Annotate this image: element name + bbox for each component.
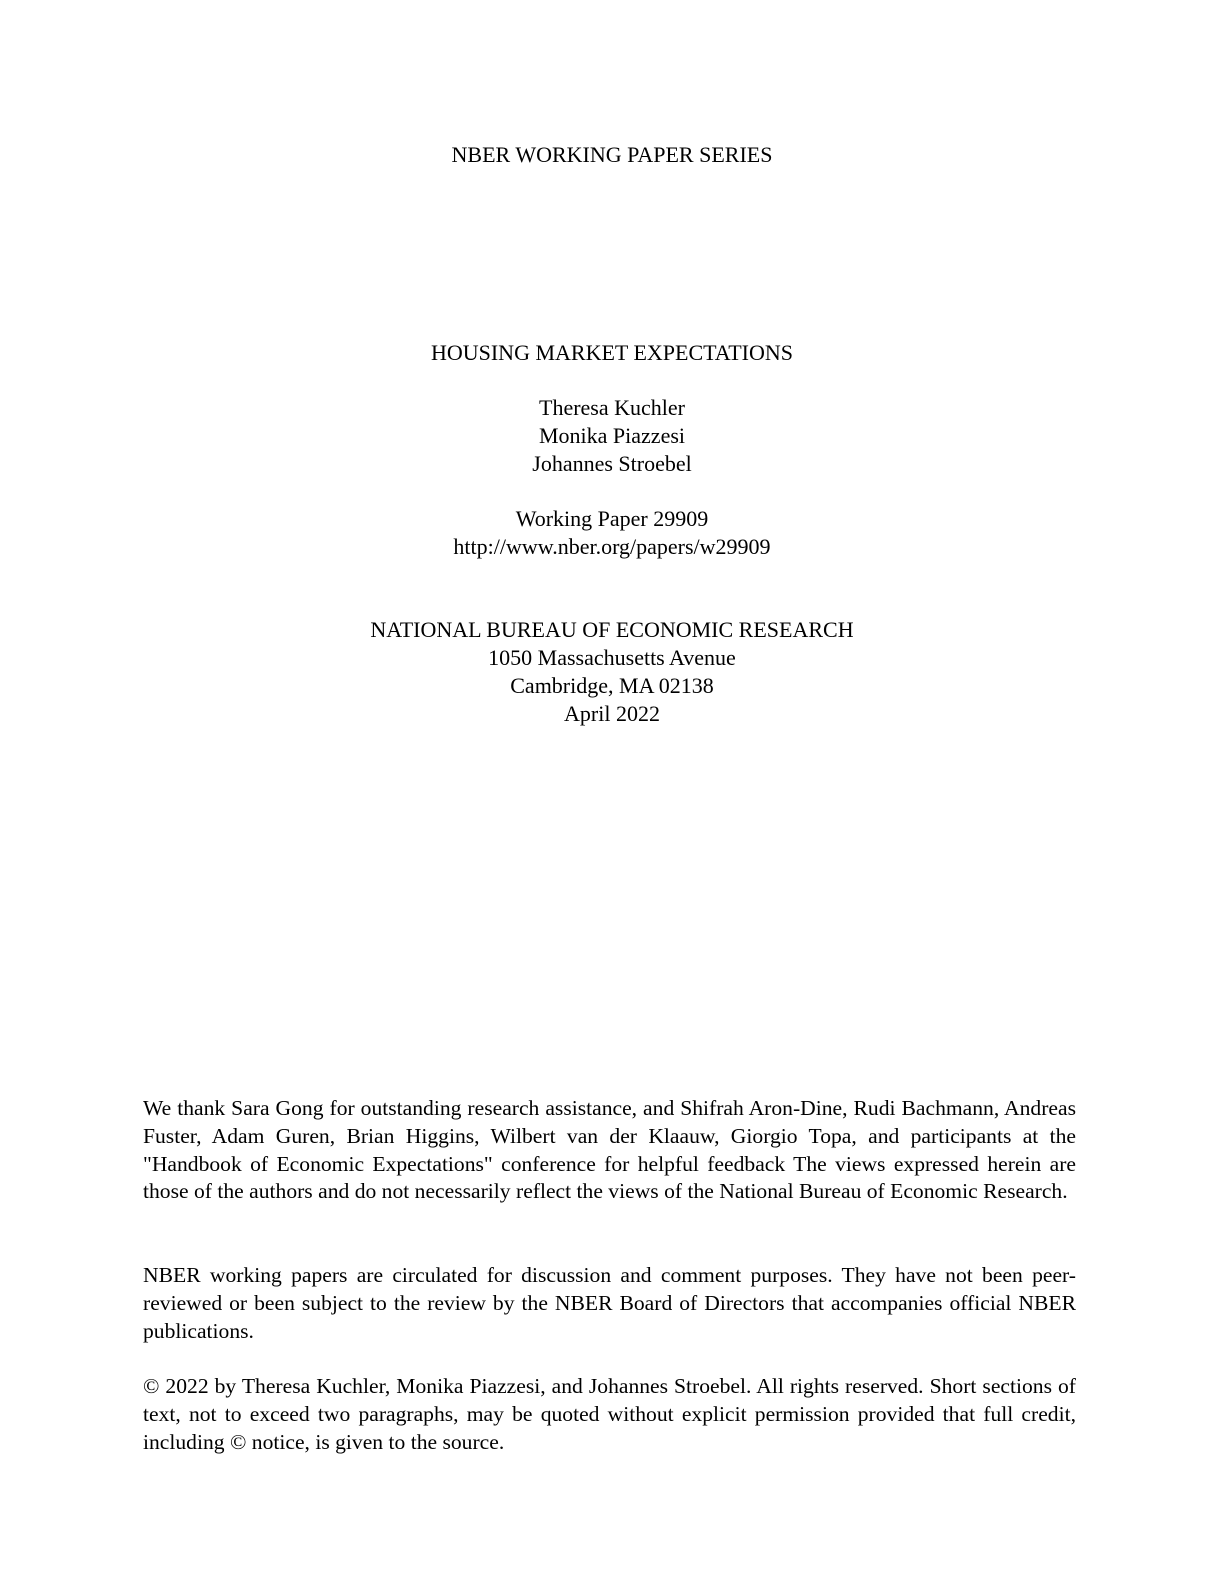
series-name: NBER WORKING PAPER SERIES [451, 142, 773, 167]
publisher-city: Cambridge, MA 02138 [510, 673, 714, 698]
author-name: Monika Piazzesi [538, 423, 686, 448]
author-list [0, 394, 1224, 478]
publisher-name: NATIONAL BUREAU OF ECONOMIC RESEARCH [370, 617, 854, 642]
paper-title-block [0, 339, 1224, 367]
copyright-paragraph: © 2022 by Theresa Kuchler, Monika Piazzesi, and Johannes Stroebel. All rights reserved. Short sections of text, not to exceed two paragraphs, may be quoted without explicit permission provided that full credit, including © notice, is given to the source. [143, 1374, 1076, 1454]
disclaimer-paragraph: NBER working papers are circulated for discussion and comment purposes. They have not been peer-reviewed or been subject to the review by the NBER Board of Directors that accompanies official NBER publications. [143, 1263, 1076, 1343]
working-paper-number: Working Paper 29909 [515, 506, 709, 531]
series-heading [0, 141, 1224, 169]
author-name: Johannes Stroebel [532, 451, 692, 476]
paper-title: HOUSING MARKET EXPECTATIONS [430, 340, 794, 365]
working-paper-info [0, 505, 1224, 561]
publisher-street: 1050 Massachusetts Avenue [488, 645, 736, 670]
publisher-block [0, 616, 1224, 728]
working-paper-url: http://www.nber.org/papers/w29909 [453, 534, 771, 559]
acknowledgements-paragraph: We thank Sara Gong for outstanding research assistance, and Shifrah Aron-Dine, Rudi Bachmann, Andreas Fuster, Adam Guren, Brian Higgins, Wilbert van der Klaauw, Giorgio Topa, and participants at the "Handbook of Economic Expectations" conference for helpful feedback The views expressed herein are those of the authors and do not necessarily reflect the views of the National Bureau of Economic Research. [143, 1096, 1076, 1204]
author-name: Theresa Kuchler [539, 395, 685, 420]
publication-date: April 2022 [564, 701, 660, 726]
